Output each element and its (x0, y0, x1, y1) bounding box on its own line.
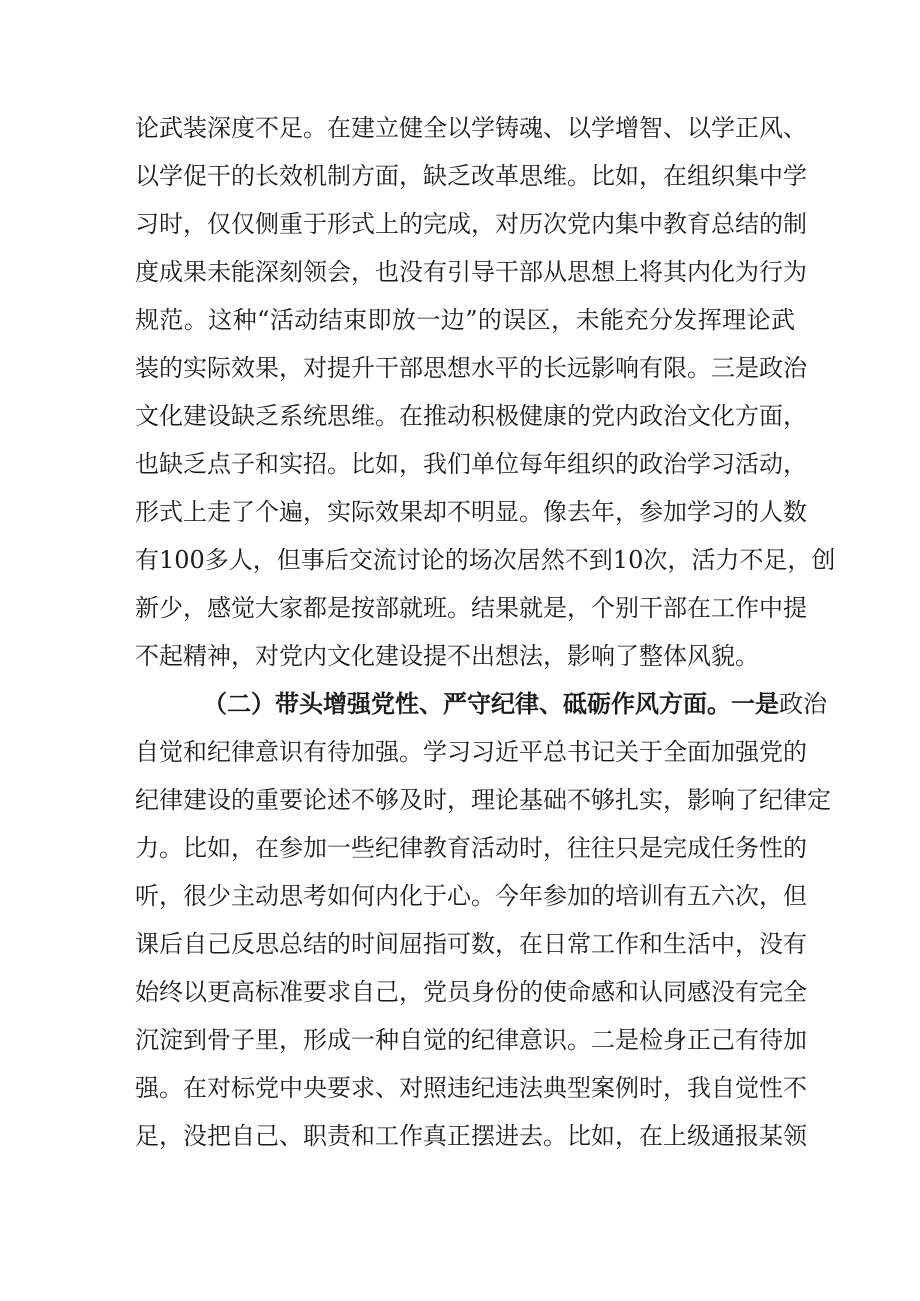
text-line: 强。在对标党中央要求、对照违纪违法典型案例时，我自觉性不 (135, 1074, 807, 1102)
paragraph-2 (135, 680, 831, 1160)
body-text (135, 104, 836, 1160)
text-line: 文化建设缺乏系统思维。在推动积极健康的党内政治文化方面， (135, 402, 807, 430)
section-heading-line (135, 680, 827, 728)
section-heading: （二）带头增强党性、严守纪律、砥砺作风方面。 (203, 689, 731, 718)
text-line: 也缺乏点子和实招。比如，我们单位每年组织的政治学习活动， (135, 450, 807, 478)
text-line: 度成果未能深刻领会，也没有引导干部从思想上将其内化为行为 (135, 258, 807, 286)
text-line: 习时，仅仅侧重于形式上的完成，对历次党内集中教育总结的制 (135, 210, 807, 238)
text-line: 规范。这种“活动结束即放一边”的误区，未能充分发挥理论武 (135, 306, 795, 334)
text-line: 课后自己反思总结的时间屈指可数，在日常工作和生活中，没有 (135, 930, 807, 958)
text-line: 纪律建设的重要论述不够及时，理论基础不够扎实，影响了纪律定 (135, 786, 831, 814)
text-line: 力。比如，在参加一些纪律教育活动时，往往只是完成任务性的 (135, 834, 807, 862)
text-line: 自觉和纪律意识有待加强。学习习近平总书记关于全面加强党的 (135, 738, 807, 766)
text-line: 装的实际效果，对提升干部思想水平的长远影响有限。三是政治 (135, 354, 807, 382)
text-line: 足，没把自己、职责和工作真正摆进去。比如，在上级通报某领 (135, 1122, 807, 1150)
text-line: 以学促干的长效机制方面，缺乏改革思维。比如，在组织集中学 (135, 162, 807, 190)
heading-line-rest: 政治 (779, 690, 827, 718)
text-line: 不起精神，对党内文化建设提不出想法，影响了整体风貌。 (135, 642, 759, 670)
point-label: 一是 (731, 689, 779, 718)
text-line: 形式上走了个遍，实际效果却不明显。像去年，参加学习的人数 (135, 498, 807, 526)
text-line: 始终以更高标准要求自己，党员身份的使命感和认同感没有完全 (135, 978, 807, 1006)
paragraph-1 (135, 104, 836, 680)
text-line: 听，很少主动思考如何内化于心。今年参加的培训有五六次，但 (135, 882, 807, 910)
text-line: 有100多人，但事后交流讨论的场次居然不到10次，活力不足，创 (135, 546, 836, 574)
text-line: 论武装深度不足。在建立健全以学铸魂、以学增智、以学正风、 (135, 114, 807, 142)
text-line: 沉淀到骨子里，形成一种自觉的纪律意识。二是检身正己有待加 (135, 1026, 807, 1054)
text-line: 新少，感觉大家都是按部就班。结果就是，个别干部在工作中提 (135, 594, 807, 622)
